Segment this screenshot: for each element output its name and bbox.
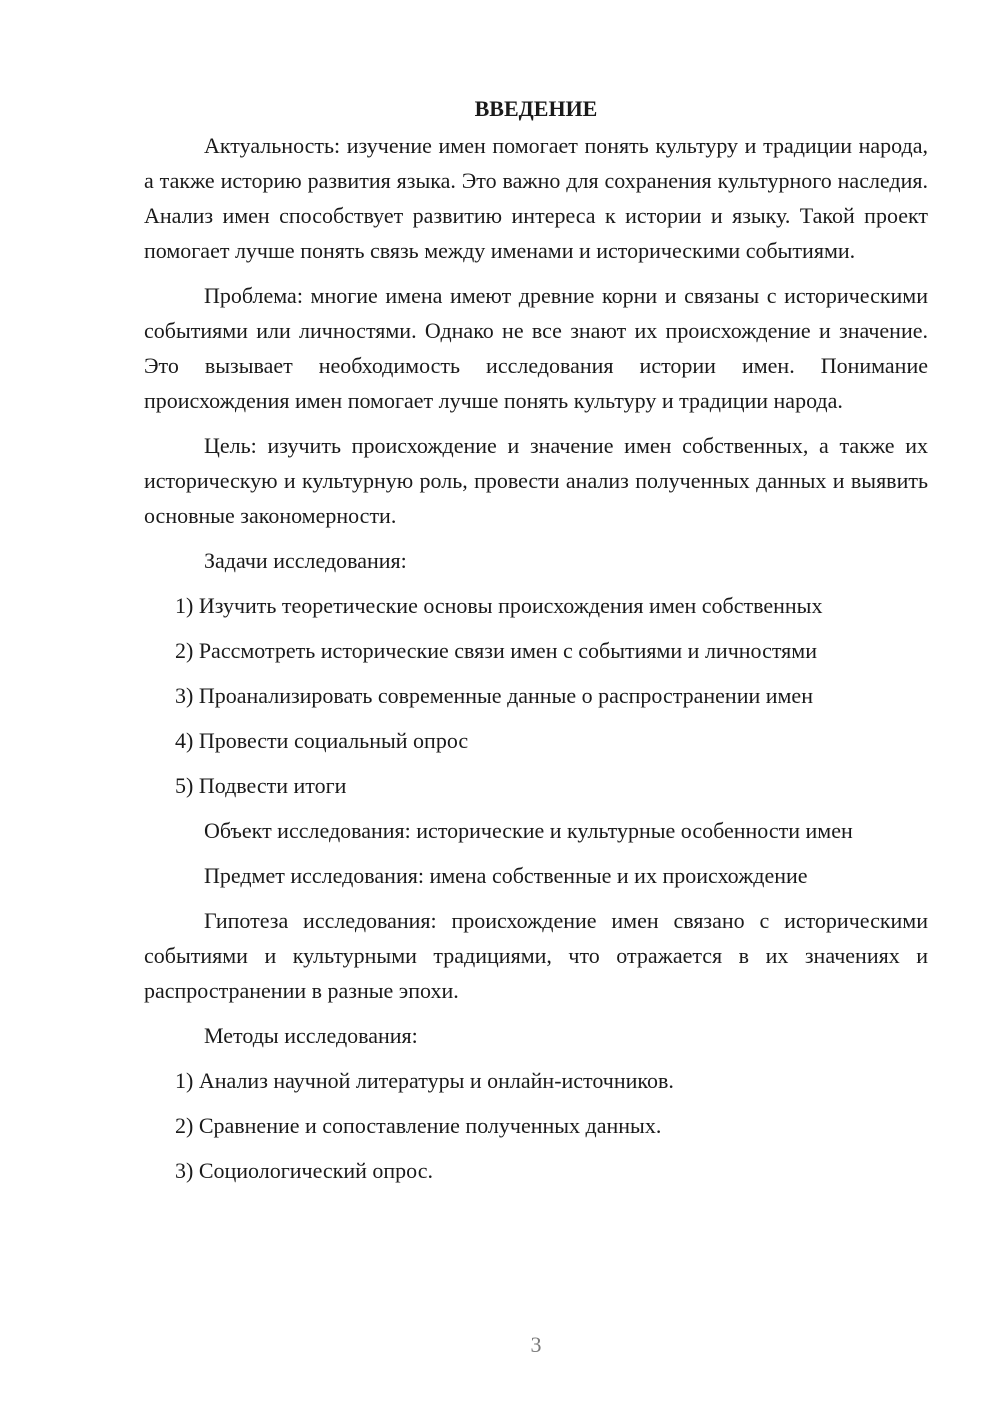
subject-paragraph: Предмет исследования: имена собственные и их происхождение [204,863,808,888]
task-item: 5) Подвести итоги [175,773,347,798]
tasks-list [144,588,928,803]
tasks-heading: Задачи исследования: [204,548,407,573]
methods-list [144,1063,928,1188]
page-number: 3 [530,1332,542,1357]
task-item: 4) Провести социальный опрос [175,728,469,753]
problem-paragraph: Проблема: многие имена имеют древние корни и связаны с историческими событиями или личностями. Однако не все знают их происхождение и значение. Это вызывает необходимость исследования истории имен. Понимание происхождения имен помогает лучше понять культуру и традиции народа. [144,283,928,413]
methods-heading: Методы исследования: [204,1023,418,1048]
document-page [144,92,928,1198]
task-item: 1) Изучить теоретические основы происхождения имен собственных [175,593,823,618]
method-item: 3) Социологический опрос. [175,1158,433,1183]
goal-paragraph: Цель: изучить происхождение и значение имен собственных, а также их историческую и культурную роль, провести анализ полученных данных и выявить основные закономерности. [144,433,928,528]
task-item: 2) Рассмотреть исторические связи имен с событиями и личностями [175,638,817,663]
method-item: 2) Сравнение и сопоставление полученных данных. [175,1113,662,1138]
hypothesis-paragraph: Гипотеза исследования: происхождение имен связано с историческими событиями и культурными традициями, что отражается в их значениях и распространении в разные эпохи. [144,908,928,1003]
task-item: 3) Проанализировать современные данные о распространении имен [175,683,813,708]
page-title: ВВЕДЕНИЕ [474,96,598,121]
relevance-paragraph: Актуальность: изучение имен помогает понять культуру и традиции народа, а также историю развития языка. Это важно для сохранения культурного наследия. Анализ имен способствует развитию интереса к истории и языку. Такой проект помогает лучше понять связь между именами и историческими событиями. [144,133,928,263]
object-paragraph: Объект исследования: исторические и культурные особенности имен [204,818,853,843]
method-item: 1) Анализ научной литературы и онлайн-источников. [175,1068,674,1093]
